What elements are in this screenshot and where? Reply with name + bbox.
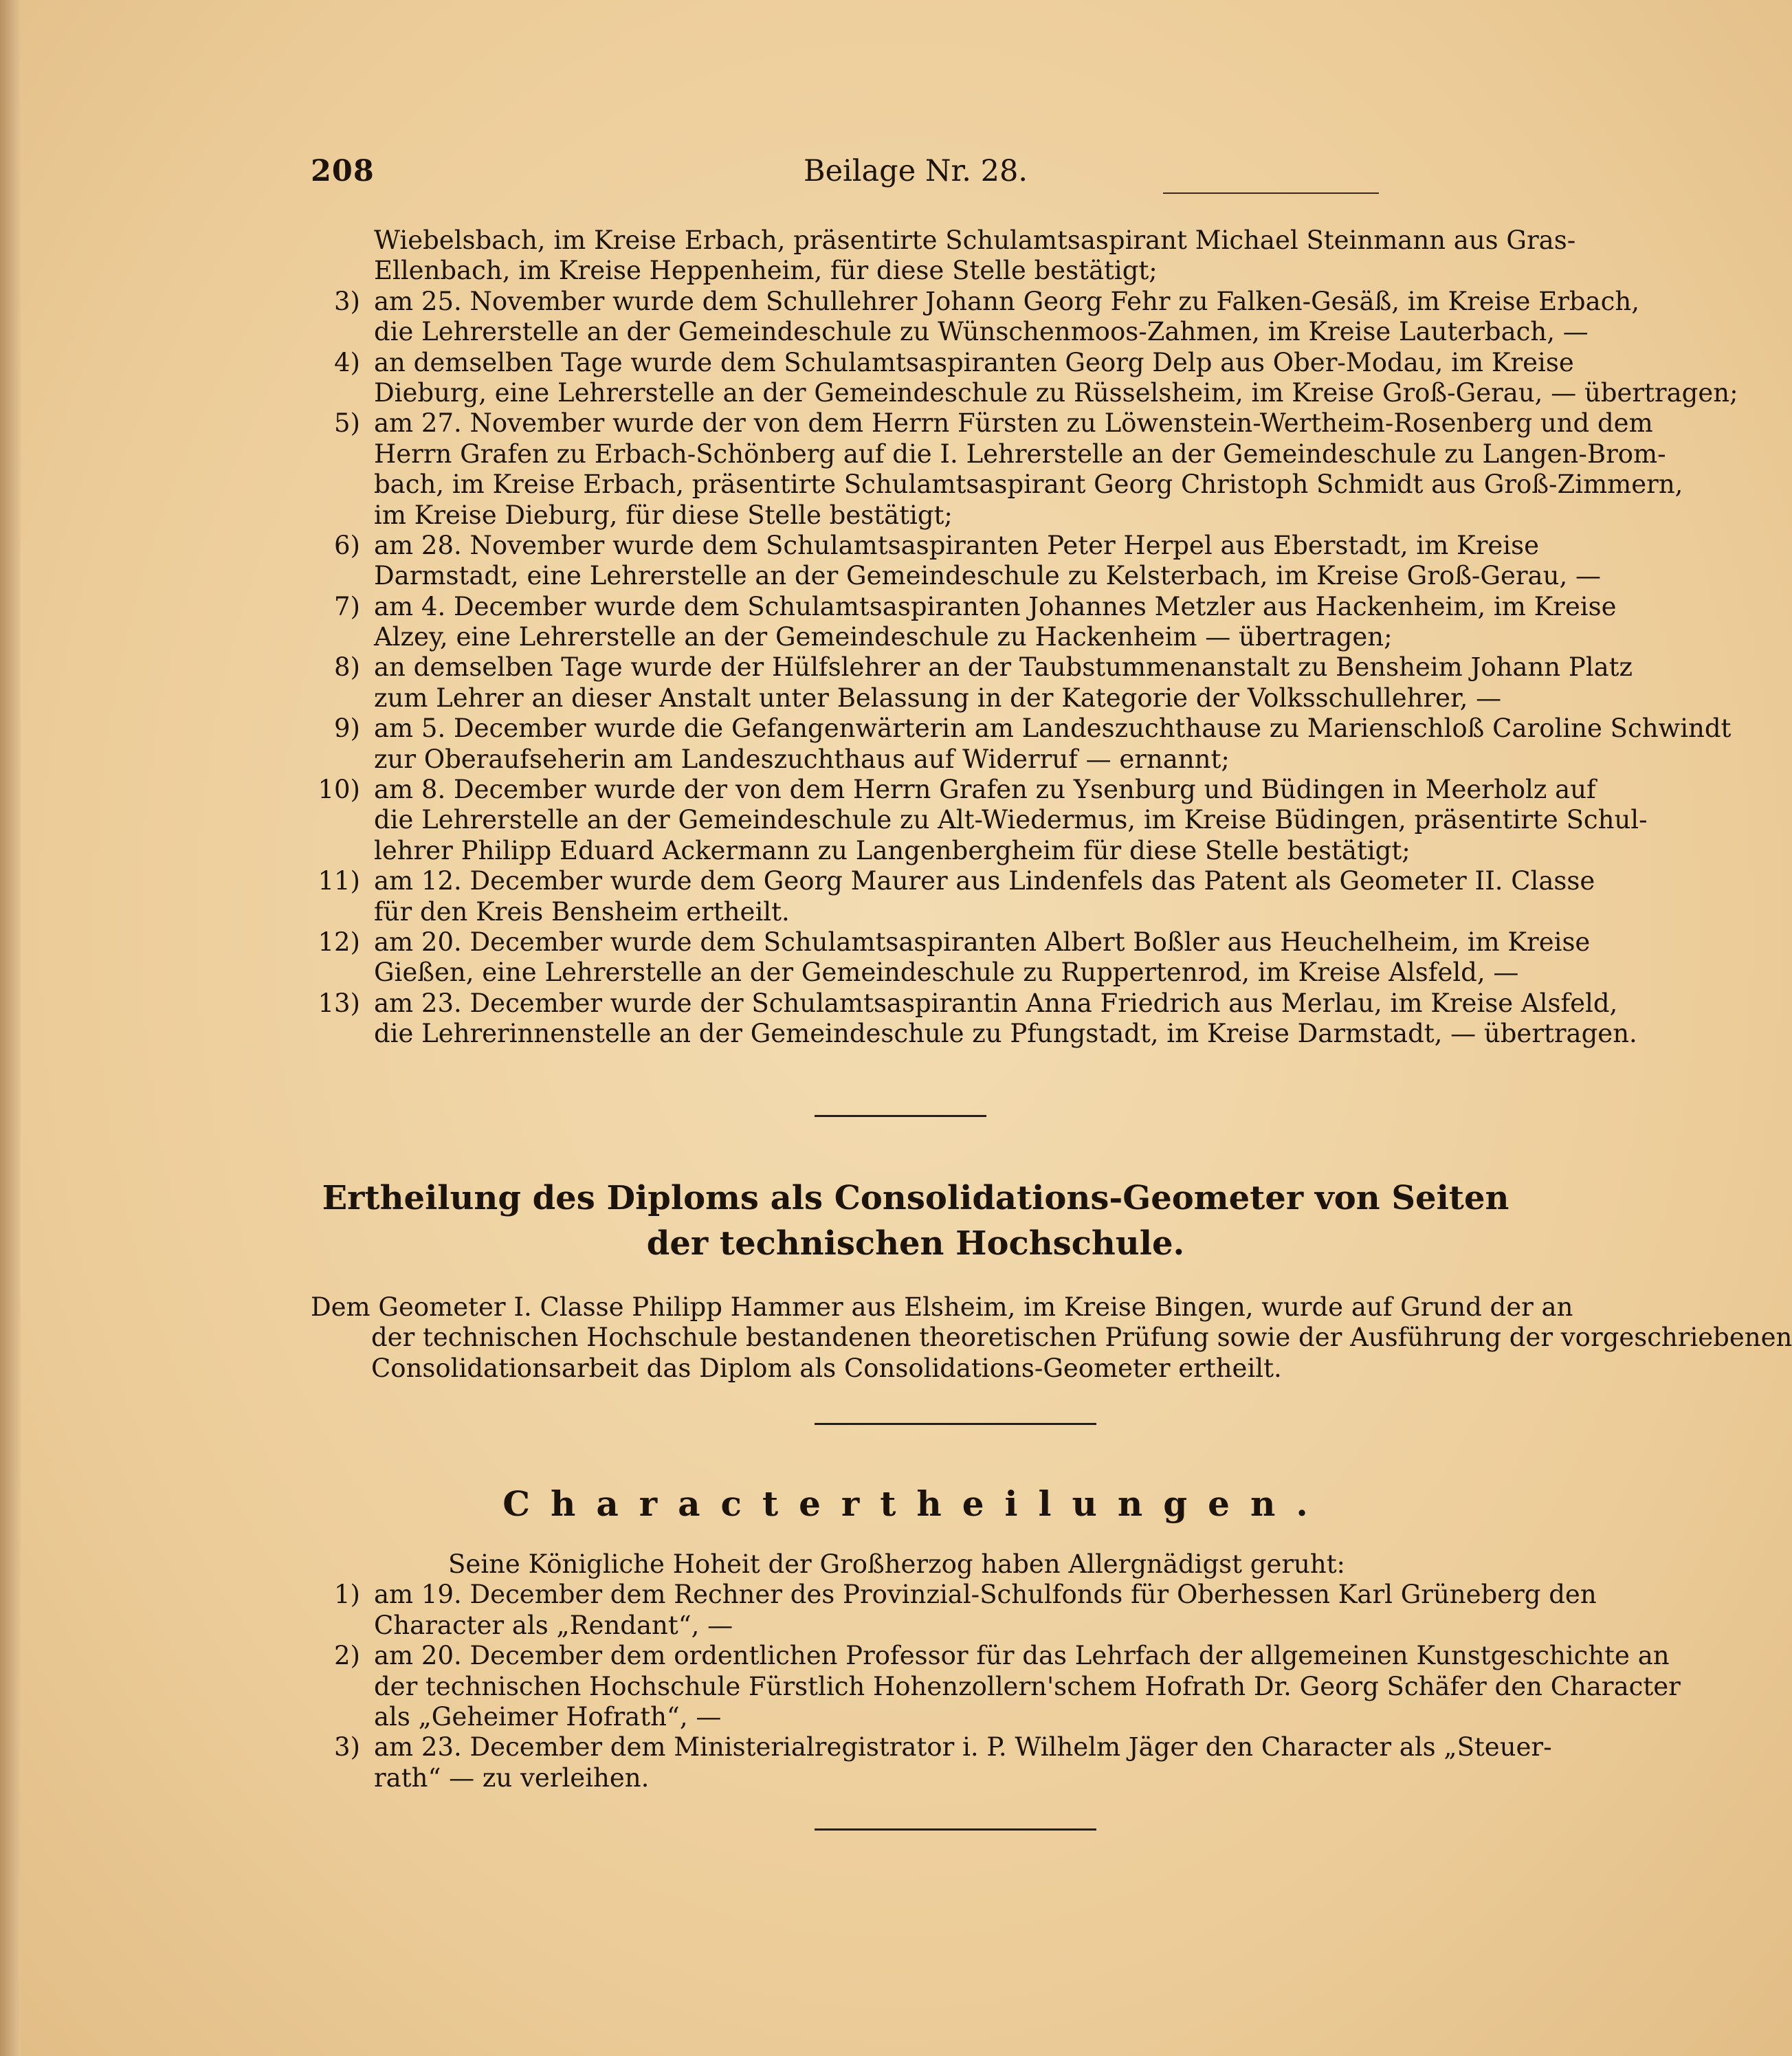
list-item: [311, 591, 1617, 653]
heading-line: Ertheilung des Diploms als Consolidations-Geometer von Seiten: [322, 1179, 1509, 1217]
item-line: die Lehrerinnenstelle an der Gemeindeschule zu Pfungstadt, im Kreise Darmstadt, — übertragen.: [374, 1019, 1637, 1049]
page-spine-shadow: [0, 0, 21, 2056]
header-title: Beilage Nr. 28.: [803, 154, 1028, 188]
item-line: am 23. December dem Ministerialregistrator i. P. Wilhelm Jäger den Character als „Steuer-: [374, 1732, 1552, 1762]
item-line: bach, im Kreise Erbach, präsentirte Schulamtsaspirant Georg Christoph Schmidt aus Groß-Zimmern,: [374, 469, 1683, 500]
list-item: [311, 1580, 1597, 1641]
list-item: [311, 927, 1591, 988]
page-number: 208: [311, 154, 375, 188]
list-item: [311, 988, 1637, 1050]
list-item: [311, 652, 1633, 714]
item-line: am 5. December wurde die Gefangenwärterin am Landeszuchthause zu Marienschloß Caroline Schwindt: [374, 714, 1732, 744]
item-number: 3): [334, 286, 360, 316]
diploma-paragraph: [311, 1292, 1792, 1384]
item-number: 8): [334, 652, 360, 683]
item-number: 3): [334, 1732, 360, 1762]
item-line: zum Lehrer an dieser Anstalt unter Belassung in der Kategorie der Volksschullehrer, —: [374, 683, 1502, 713]
list-item: [311, 775, 1648, 866]
item-line: am 12. December wurde dem Georg Maurer aus Lindenfels das Patent als Geometer II. Classe: [374, 866, 1595, 896]
item-number: 9): [334, 714, 360, 744]
item-line: im Kreise Dieburg, für diese Stelle bestätigt;: [374, 500, 953, 530]
list-item: [311, 347, 1738, 409]
section-separator: [815, 1423, 1096, 1425]
item-line: am 23. December wurde der Schulamtsaspirantin Anna Friedrich aus Merlau, im Kreise Alsfeld,: [374, 988, 1618, 1018]
item-line: an demselben Tage wurde dem Schulamtsaspiranten Georg Delp aus Ober-Modau, im Kreise: [374, 347, 1574, 377]
item-line: zur Oberaufseherin am Landeszuchthaus auf Widerruf — ernannt;: [374, 744, 1230, 774]
item-line: Character als „Rendant“, —: [374, 1610, 733, 1640]
list-item: [311, 530, 1601, 592]
item-line: rath“ — zu verleihen.: [374, 1762, 650, 1793]
item-number: 12): [318, 927, 360, 957]
item-line: am 20. December wurde dem Schulamtsaspiranten Albert Boßler aus Heuchelheim, im Kreise: [374, 927, 1591, 957]
heading-line: der technischen Hochschule.: [646, 1224, 1185, 1263]
item-line: Dieburg, eine Lehrerstelle an der Gemeindeschule zu Rüsselsheim, im Kreise Groß-Gerau, — übertragen;: [374, 377, 1738, 408]
item-line: Gießen, eine Lehrerstelle an der Gemeindeschule zu Ruppertenrod, im Kreise Alsfeld, —: [374, 958, 1519, 988]
item-line: am 20. December dem ordentlichen Professor für das Lehrfach der allgemeinen Kunstgeschichte an: [374, 1641, 1670, 1671]
item-line: am 19. December dem Rechner des Provinzial-Schulfonds für Oberhessen Karl Grüneberg den: [374, 1580, 1597, 1610]
item-line: am 8. December wurde der von dem Herrn Grafen zu Ysenburg und Büdingen in Meerholz auf: [374, 775, 1596, 805]
heading-line: Charactertheilungen.: [502, 1483, 1329, 1524]
section-characters: [311, 1549, 1681, 1793]
section-separator: [815, 1828, 1096, 1831]
continuation-line: Ellenbach, im Kreise Heppenheim, für diese Stelle bestätigt;: [374, 256, 1158, 286]
list-item: [311, 714, 1732, 775]
item-line: als „Geheimer Hofrath“, —: [374, 1701, 722, 1732]
page-header: [311, 154, 1520, 195]
list-item: [311, 1641, 1681, 1732]
item-line: lehrer Philipp Eduard Ackermann zu Langenbergheim für diese Stelle bestätigt;: [374, 835, 1411, 865]
item-number: 5): [334, 408, 360, 439]
item-line: an demselben Tage wurde der Hülfslehrer an der Taubstummenanstalt zu Bensheim Johann Platz: [374, 652, 1633, 683]
paragraph-line: Consolidationsarbeit das Diplom als Consolidations-Geometer ertheilt.: [371, 1353, 1282, 1383]
paragraph-line: der technischen Hochschule bestandenen theoretischen Prüfung sowie der Ausführung der vorgeschriebenen: [371, 1323, 1792, 1353]
item-number: 1): [334, 1580, 360, 1610]
item-line: für den Kreis Bensheim ertheilt.: [374, 896, 790, 927]
item-line: am 4. December wurde dem Schulamtsaspiranten Johannes Metzler aus Hackenheim, im Kreise: [374, 591, 1617, 621]
list-item: [311, 408, 1683, 531]
list-item: [311, 286, 1639, 348]
intro-line: Seine Königliche Hoheit der Großherzog haben Allergnädigst geruht:: [448, 1549, 1346, 1579]
item-line: die Lehrerstelle an der Gemeindeschule zu Wünschenmoos-Zahmen, im Kreise Lauterbach, —: [374, 317, 1589, 347]
header-underline: [1163, 192, 1379, 194]
item-line: der technischen Hochschule Fürstlich Hohenzollern'schem Hofrath Dr. Georg Schäfer den Character: [374, 1671, 1681, 1701]
item-line: am 25. November wurde dem Schullehrer Johann Georg Fehr zu Falken-Gesäß, im Kreise Erbach,: [374, 286, 1639, 316]
item-number: 11): [318, 866, 360, 896]
continuation-line: Wiebelsbach, im Kreise Erbach, präsentirte Schulamtsaspirant Michael Steinmann aus Gras-: [374, 225, 1576, 255]
item-line: die Lehrerstelle an der Gemeindeschule zu Alt-Wiedermus, im Kreise Büdingen, präsentirte Schul-: [374, 805, 1648, 835]
character-heading: [311, 1481, 1520, 1527]
diploma-heading: [311, 1175, 1520, 1266]
item-number: 10): [318, 775, 360, 805]
item-number: 7): [334, 591, 360, 621]
item-number: 6): [334, 530, 360, 560]
list-item: [311, 1732, 1552, 1793]
list-item: [311, 866, 1595, 927]
item-number: 4): [334, 347, 360, 377]
section-separator: [815, 1115, 986, 1117]
item-number: 2): [334, 1641, 360, 1671]
paragraph-line: Dem Geometer I. Classe Philipp Hammer aus Elsheim, im Kreise Bingen, wurde auf Grund der an: [311, 1292, 1573, 1322]
item-line: am 27. November wurde der von dem Herrn Fürsten zu Löwenstein-Wertheim-Rosenberg und dem: [374, 408, 1653, 439]
item-number: 13): [318, 988, 360, 1018]
section-appointments: [311, 225, 1738, 1050]
item-line: am 28. November wurde dem Schulamtsaspiranten Peter Herpel aus Eberstadt, im Kreise: [374, 530, 1539, 560]
item-line: Herrn Grafen zu Erbach-Schönberg auf die I. Lehrerstelle an der Gemeindeschule zu Langen-Brom-: [374, 439, 1666, 469]
item-line: Darmstadt, eine Lehrerstelle an der Gemeindeschule zu Kelsterbach, im Kreise Groß-Gerau, —: [374, 561, 1601, 591]
item-line: Alzey, eine Lehrerstelle an der Gemeindeschule zu Hackenheim — übertragen;: [374, 622, 1393, 652]
